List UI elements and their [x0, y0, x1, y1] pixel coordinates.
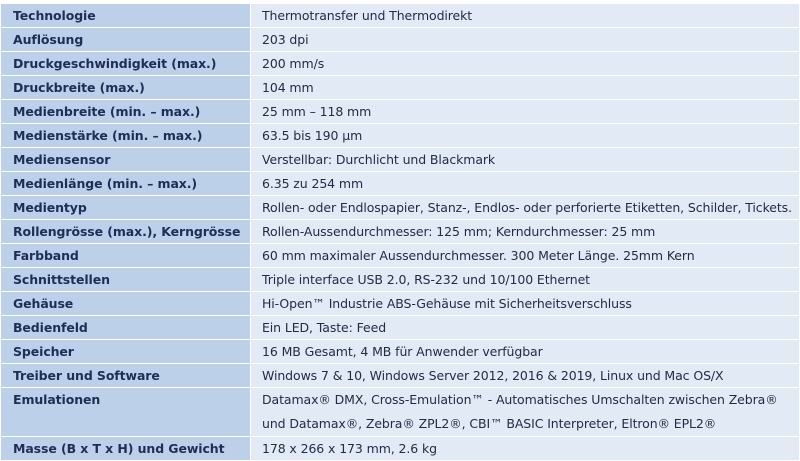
- spec-label: Druckbreite (max.): [1, 76, 251, 100]
- spec-value: [251, 437, 800, 461]
- spec-label: Masse (B x T x H) und Gewicht: [1, 437, 251, 461]
- spec-label: Medienbreite (min. – max.): [1, 100, 251, 124]
- spec-row: [1, 292, 800, 316]
- spec-row: [1, 100, 800, 124]
- spec-label: Rollengrösse (max.), Kerngrösse: [1, 220, 251, 244]
- spec-label: Auflösung: [1, 28, 251, 52]
- spec-value-line: Windows 7 & 10, Windows Server 2012, 2016 & 2019, Linux und Mac OS/X: [262, 368, 724, 383]
- spec-table: [0, 3, 800, 461]
- spec-value-line: 60 mm maximaler Aussendurchmesser. 300 Meter Länge. 25mm Kern: [262, 248, 695, 263]
- spec-value: [251, 172, 800, 196]
- spec-label: Speicher: [1, 340, 251, 364]
- spec-row: [1, 316, 800, 340]
- spec-row: [1, 220, 800, 244]
- spec-value: [251, 52, 800, 76]
- spec-value: [251, 340, 800, 364]
- spec-row: [1, 124, 800, 148]
- spec-table-body: [1, 4, 800, 461]
- spec-row: [1, 4, 800, 28]
- spec-value: [251, 196, 800, 220]
- spec-label: Treiber und Software: [1, 364, 251, 388]
- spec-label: Medienstärke (min. – max.): [1, 124, 251, 148]
- spec-row: [1, 437, 800, 461]
- spec-value-line: 6.35 zu 254 mm: [262, 176, 364, 191]
- spec-value-line: Rollen-Aussendurchmesser: 125 mm; Kerndurchmesser: 25 mm: [262, 224, 656, 239]
- spec-value-line: Datamax® DMX, Cross-Emulation™ - Automatisches Umschalten zwischen Zebra®: [262, 392, 778, 407]
- spec-row: [1, 244, 800, 268]
- spec-value: [251, 388, 800, 437]
- spec-value: [251, 28, 800, 52]
- spec-row: [1, 172, 800, 196]
- spec-row: [1, 268, 800, 292]
- spec-value-line: Triple interface USB 2.0, RS-232 und 10/100 Ethernet: [262, 272, 590, 287]
- spec-value-line: und Datamax®, Zebra® ZPL2®, CBI™ BASIC Interpreter, Eltron® EPL2®: [262, 416, 717, 431]
- spec-value-line: 63.5 bis 190 µm: [262, 128, 363, 143]
- spec-value-line: 104 mm: [262, 80, 314, 95]
- spec-value-line: 25 mm – 118 mm: [262, 104, 372, 119]
- spec-value: [251, 4, 800, 28]
- spec-row: [1, 196, 800, 220]
- spec-value: [251, 148, 800, 172]
- spec-value-line: 203 dpi: [262, 32, 309, 47]
- spec-row: [1, 52, 800, 76]
- spec-row: [1, 388, 800, 437]
- spec-value: [251, 76, 800, 100]
- spec-label: Medientyp: [1, 196, 251, 220]
- spec-value: [251, 220, 800, 244]
- spec-label: Gehäuse: [1, 292, 251, 316]
- spec-value-line: 200 mm/s: [262, 56, 325, 71]
- spec-value-line: Verstellbar: Durchlicht und Blackmark: [262, 152, 496, 167]
- spec-label: Technologie: [1, 4, 251, 28]
- spec-label: Emulationen: [1, 388, 251, 437]
- spec-row: [1, 340, 800, 364]
- spec-value-line: 178 x 266 x 173 mm, 2.6 kg: [262, 441, 437, 456]
- spec-label: Druckgeschwindigkeit (max.): [1, 52, 251, 76]
- spec-value: [251, 268, 800, 292]
- spec-value: [251, 124, 800, 148]
- spec-value-line: Ein LED, Taste: Feed: [262, 320, 387, 335]
- spec-value-line: Rollen- oder Endlospapier, Stanz-, Endlos- oder perforierte Etiketten, Schilder, Tickets.: [262, 200, 792, 215]
- spec-value: [251, 292, 800, 316]
- spec-label: Bedienfeld: [1, 316, 251, 340]
- spec-value: [251, 316, 800, 340]
- spec-label: Schnittstellen: [1, 268, 251, 292]
- spec-label: Medienlänge (min. – max.): [1, 172, 251, 196]
- spec-value-line: 16 MB Gesamt, 4 MB für Anwender verfügbar: [262, 344, 543, 359]
- spec-value: [251, 244, 800, 268]
- spec-row: [1, 364, 800, 388]
- spec-value-line: Hi-Open™ Industrie ABS-Gehäuse mit Sicherheitsverschluss: [262, 296, 632, 311]
- spec-row: [1, 76, 800, 100]
- spec-value: [251, 100, 800, 124]
- spec-row: [1, 148, 800, 172]
- spec-row: [1, 28, 800, 52]
- spec-label: Farbband: [1, 244, 251, 268]
- spec-value-line: Thermotransfer und Thermodirekt: [262, 8, 473, 23]
- spec-label: Mediensensor: [1, 148, 251, 172]
- spec-value: [251, 364, 800, 388]
